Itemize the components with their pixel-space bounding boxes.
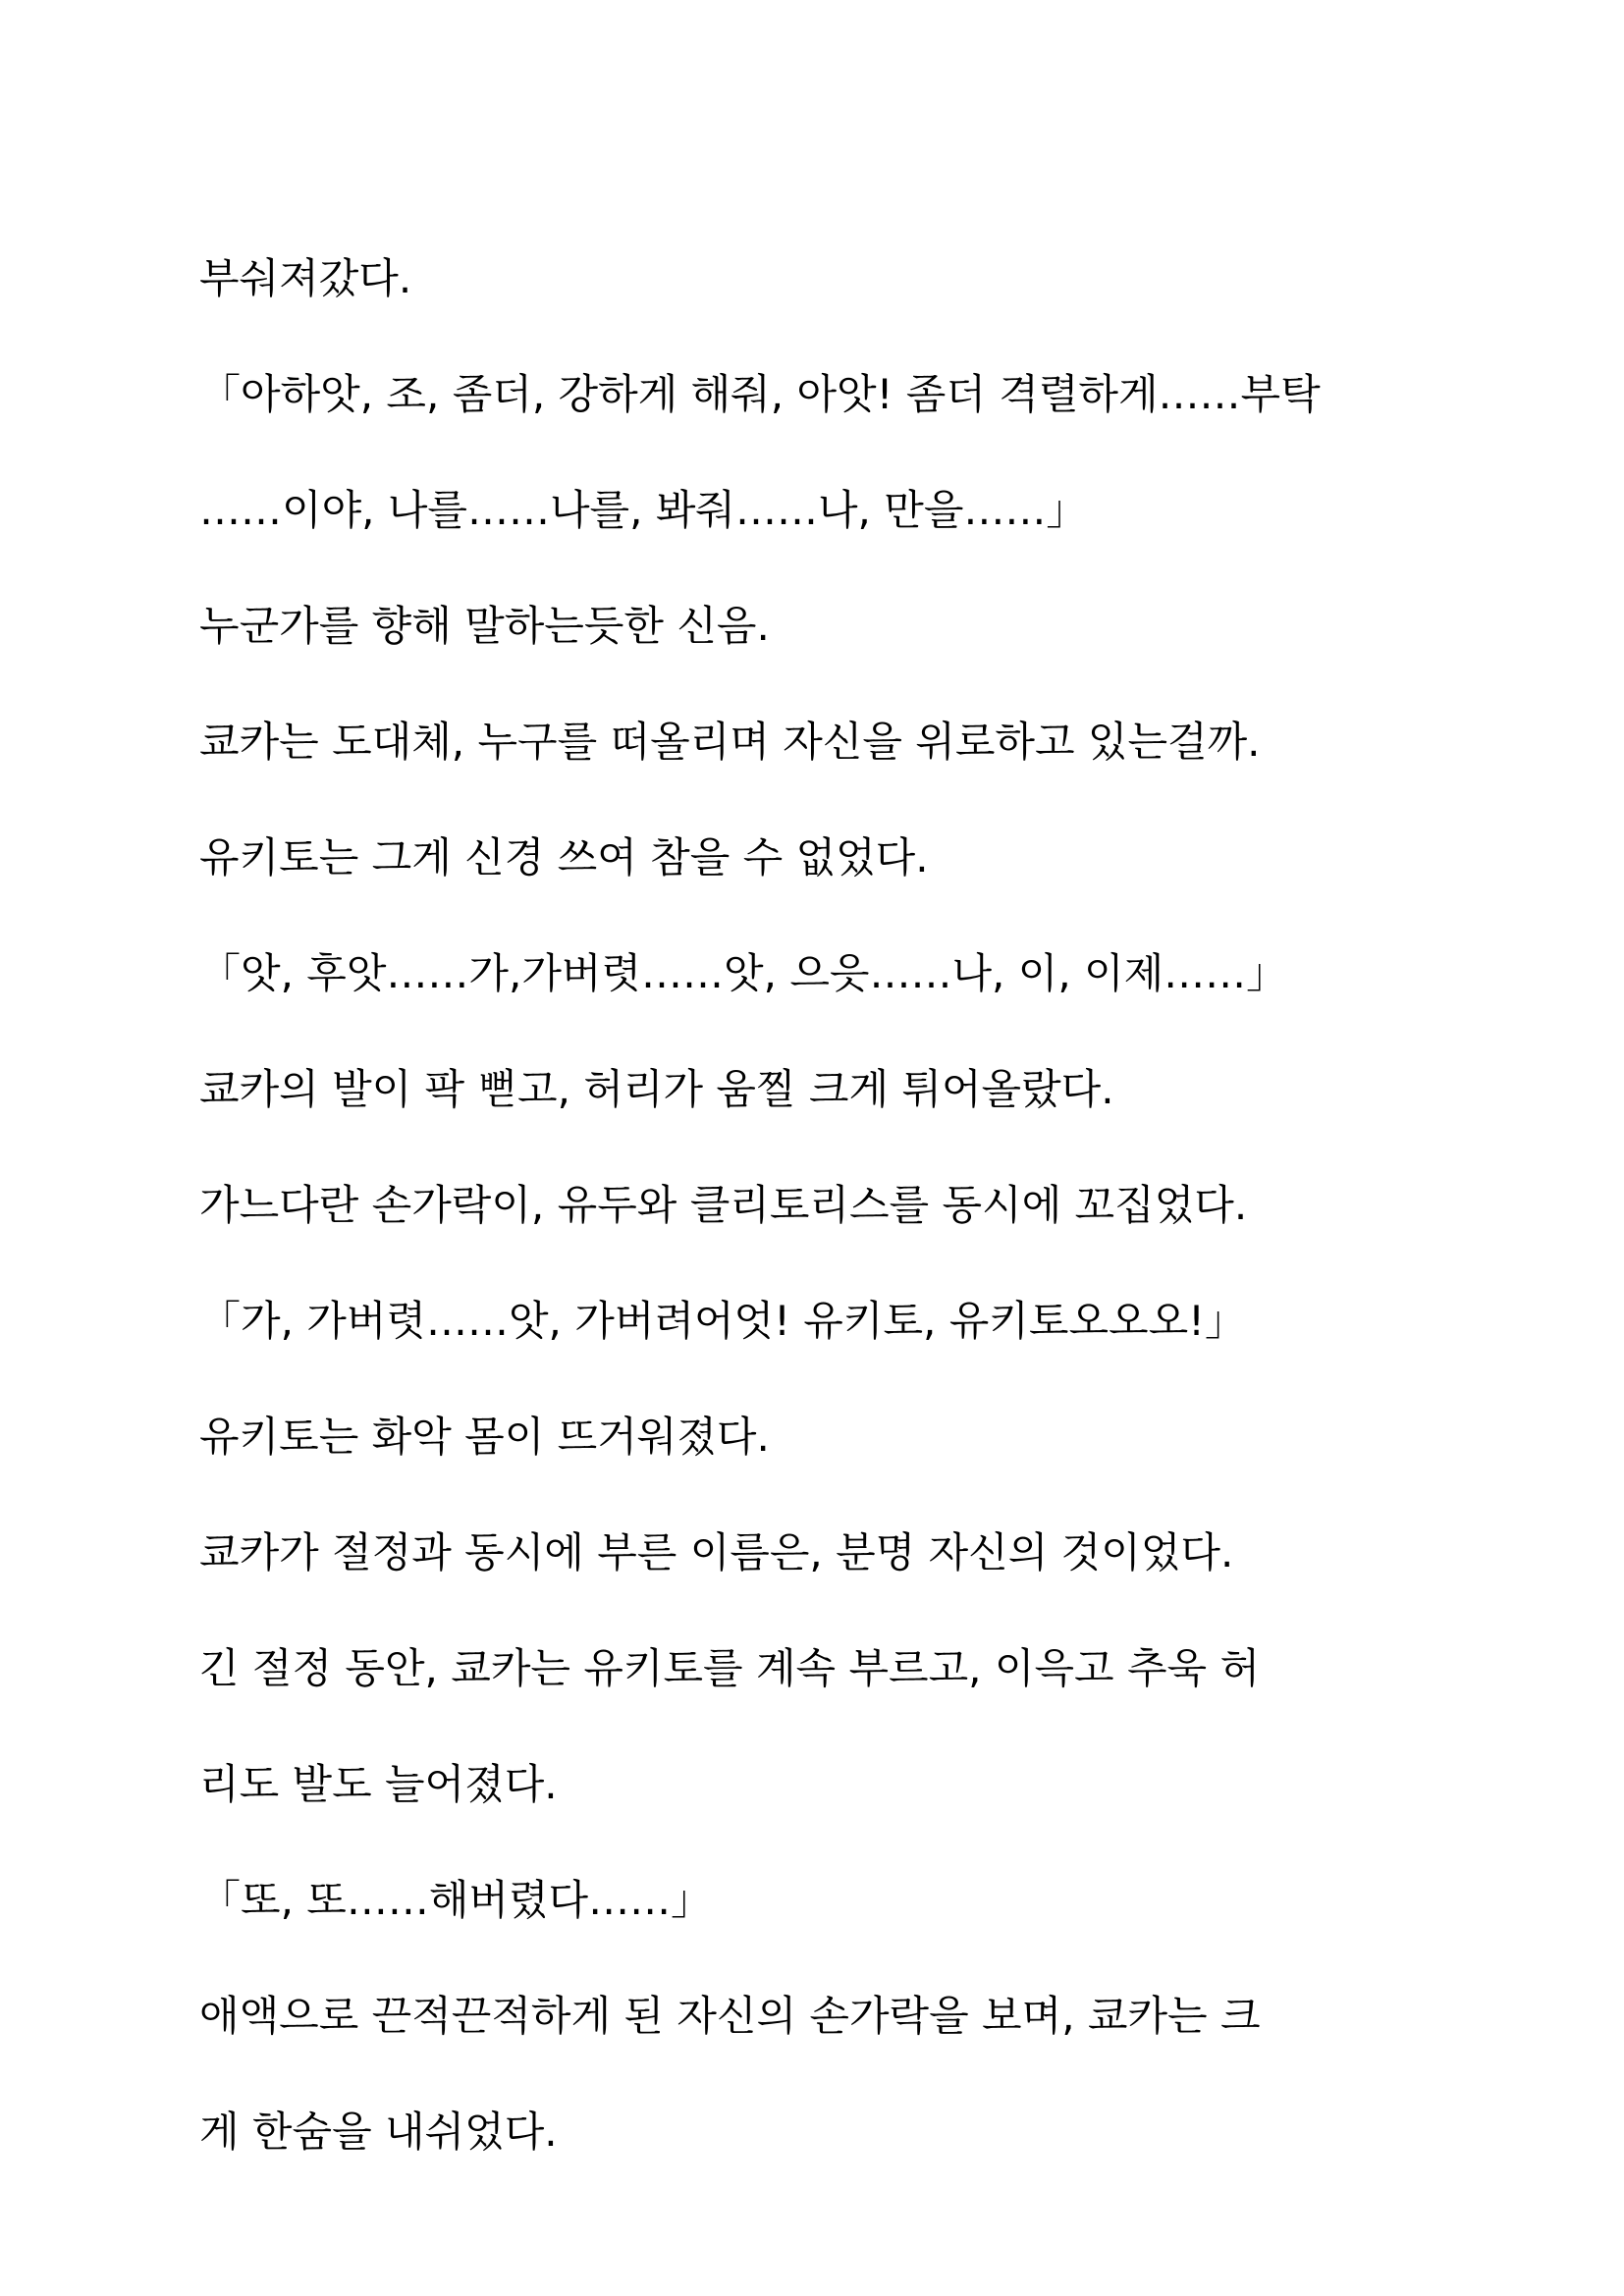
paragraph-line: 긴 절정 동안, 쿄카는 유키토를 계속 부르고, 이윽고 추욱 허 — [199, 1644, 1261, 1692]
paragraph-line: 쿄카가 절정과 동시에 부른 이름은, 분명 자신의 것이었다. — [199, 1528, 1234, 1576]
paragraph-line: 쿄카는 도대체, 누구를 떠올리며 자신을 위로하고 있는걸까. — [199, 718, 1261, 766]
paragraph-line: 가느다란 손가락이, 유두와 클리토리스를 동시에 꼬집었다. — [199, 1181, 1248, 1229]
paragraph-line: 부숴져갔다. — [199, 254, 412, 302]
paragraph-line: 「앗, 후앗……가,가버렷……앗, 으읏……나, 이, 이제……」 — [199, 949, 1288, 997]
paragraph-line: 「가, 가버렷……앗, 가버려어엇! 유키토, 유키토오오오!」 — [199, 1297, 1246, 1345]
paragraph-line: 「또, 또……해버렸다……」 — [199, 1876, 713, 1924]
paragraph-line: 유키토는 그게 신경 쓰여 참을 수 없었다. — [199, 833, 929, 881]
paragraph-line: ……이야, 나를……나를, 봐줘……나, 만을……」 — [199, 486, 1088, 534]
body-text — [199, 221, 1435, 2190]
line-text: 「아하앗, 조, 좀더, 강하게 해줘, 아앗! 좀더 격렬하게……부탁 — [199, 370, 1321, 418]
paragraph-line: 게 한숨을 내쉬었다. — [199, 2108, 558, 2156]
paragraph-line: 유키토는 화악 몸이 뜨거워졌다. — [199, 1413, 770, 1461]
paragraph-line: 누군가를 향해 말하는듯한 신음. — [199, 602, 770, 650]
paragraph-line: 리도 발도 늘어졌다. — [199, 1760, 558, 1808]
paragraph-line: 쿄카의 발이 팍 뻗고, 허리가 움찔 크게 튀어올랐다. — [199, 1065, 1114, 1113]
paragraph-line: 애액으로 끈적끈적하게 된 자신의 손가락을 보며, 쿄카는 크 — [199, 1992, 1261, 2040]
paragraph-line — [199, 337, 1435, 453]
